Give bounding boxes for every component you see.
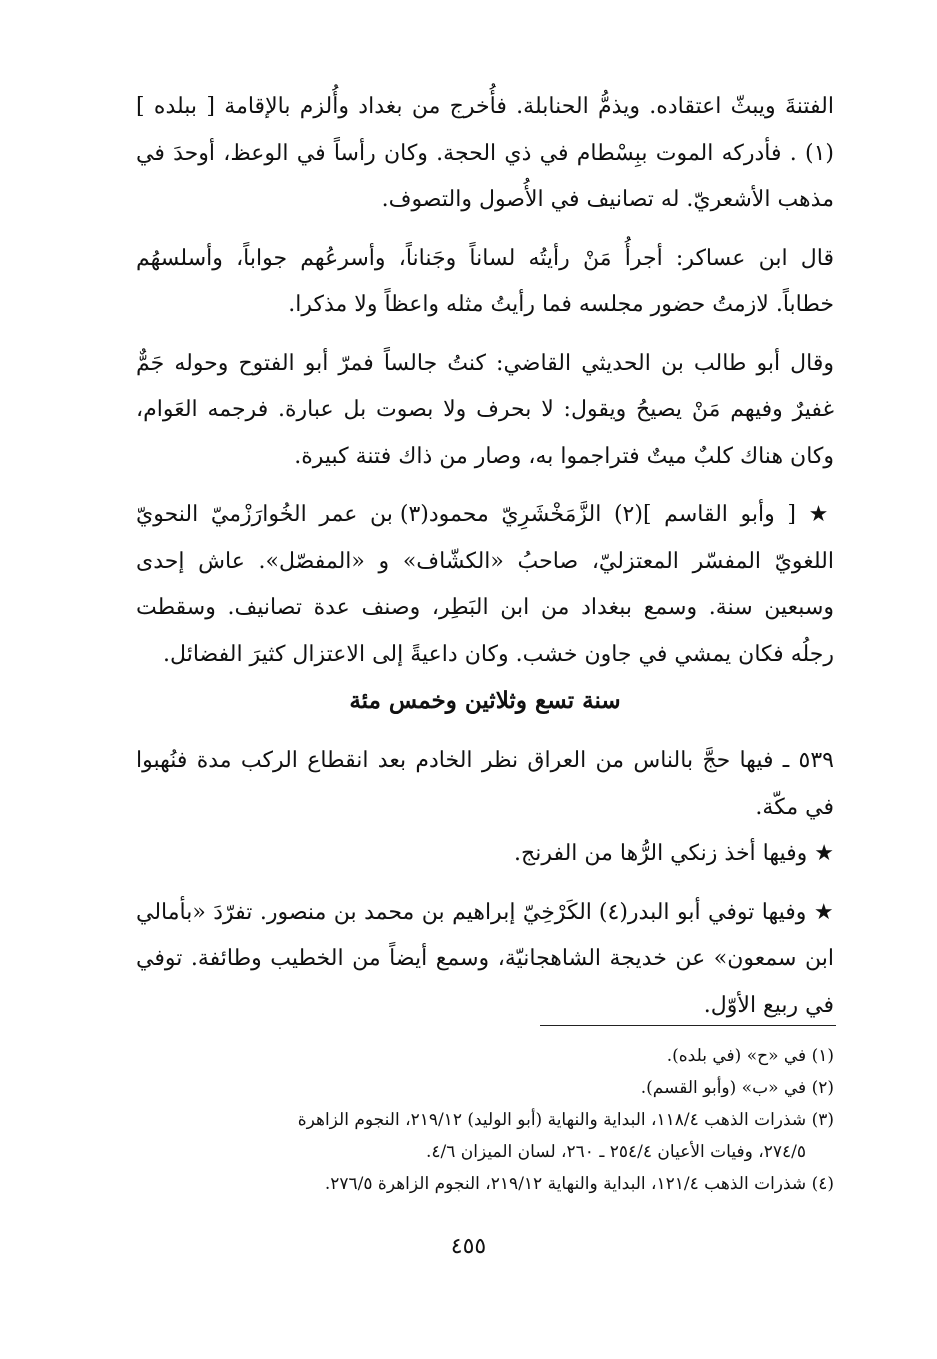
paragraph-4: ★ [ وأبو القاسم ](٢) الزَّمَخْشَرِيّ محمود(٣) بن عمر الخُوارَزْميّ النحويّ اللغويّ المفسّر المعتزليّ، صاحبُ «الكشّاف» و «المفصّل». عاش إحدى وسبعين سنة. وسمع ببغداد من ابن البَطِر، وصنف عدة تصانيف. وسقطت رجلُه فكان يمشي في جاون خشب. وكان داعيةً إلى الاعتزال كثيرَ الفضائل.	[136, 502, 835, 667]
paragraph-5: ٥٣٩ ـ فيها حجَّ بالناس من العراق نظر الخادم بعد انقطاع الركب مدة فنُهبوا في مكّة.	[136, 748, 834, 820]
footnotes	[136, 1040, 834, 1200]
year-heading: سنة تسع وثلاثين وخمس مئة	[349, 687, 621, 714]
footnote-4: (٤) شذرات الذهب ١٢١/٤، البداية والنهاية ٢١٩/١٢، النجوم الزاهرة ٢٧٦/٥.	[324, 1174, 834, 1194]
paragraph-7: ★ وفيها توفي أبو البدر(٤) الكَرْخِيّ إبراهيم بن محمد بن منصور. تفرّدَ «بأمالي ابن سمعون» عن خديجة الشاهجانيّة، وسمع أيضاً من الخطيب وطائفة. توفي في ربيع الأوّل.	[136, 899, 834, 1018]
footnote-2: (٢) في «ب» (وأبو القسم).	[640, 1078, 834, 1098]
footnote-3: (٣) شذرات الذهب ١١٨/٤، البداية والنهاية (أبو الوليد) ٢١٩/١٢، النجوم الزاهرة	[297, 1110, 834, 1130]
main-text-bottom	[136, 738, 834, 1029]
footnote-divider	[540, 1025, 836, 1026]
paragraph-2: قال ابن عساكر: أجرأُ مَنْ رأيتُه لساناً وجَناناً، وأسرعُهم جواباً، وأسلسهُم خطاباً. لازمتُ حضور مجلسه فما رأيتُ مثله واعظاً ولا مذكرا.	[136, 245, 834, 317]
main-text-top	[136, 84, 834, 678]
page-number: ٤٥٥	[450, 1234, 487, 1259]
footnote-3-continued: ٢٧٤/٥، وفيات الأعيان ٢٥٤/٤ ـ ٢٦٠، لسان الميزان ٤/٦.	[425, 1142, 806, 1162]
footnote-1: (١) في «ح» (في بلده).	[666, 1046, 834, 1066]
paragraph-3: وقال أبو طالب بن الحديثي القاضي: كنتُ جالساً فمرّ أبو الفتوح وحوله جَمٌّ غفيرٌ وفيهم مَنْ يصيحُ ويقول: لا بحرف ولا بصوت بل عبارة. فرجمه العَوام، وكان هناك كلبٌ ميتٌ فتراجموا به، وصار من ذاك فتنة كبيرة.	[136, 350, 834, 469]
paragraph-1: الفتنةَ ويبثّ اعتقاده. ويذمُّ الحنابلة. فأُخرج من بغداد وأُلزم بالإقامة [ ببلده ](١) . فأدركه الموت ببِسْطام في ذي الحجة. وكان رأساً في الوعظ، أوحدَ في مذهب الأشعريّ. له تصانيف في الأُصول والتصوف.	[136, 94, 834, 212]
paragraph-6: ★ وفيها أخذ زنكي الرُّها من الفرنج.	[514, 841, 834, 866]
